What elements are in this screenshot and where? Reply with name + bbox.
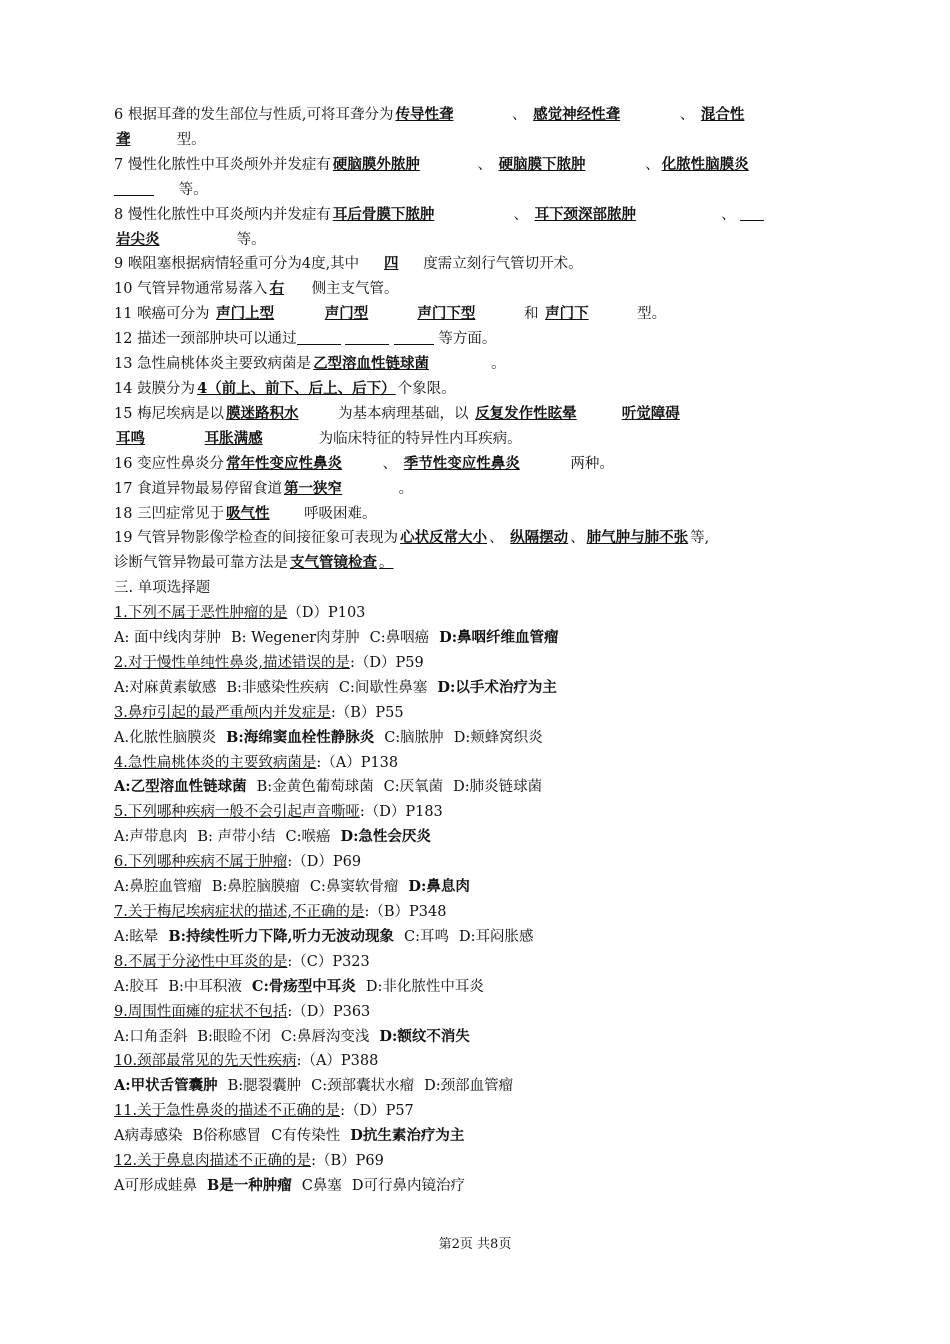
mcq-question — [114, 1049, 840, 1074]
mcq-answer-ref: :（D）P69 — [287, 854, 362, 871]
mcq-question — [114, 751, 840, 776]
question-text: 侧主支气管。 — [311, 281, 399, 298]
mcq-option: C:鼻窦软骨瘤 — [309, 879, 399, 896]
mcq-option: A:声带息肉 — [114, 829, 188, 846]
fill-in-question-6: 6 根据耳聋的发生部位与性质,可将耳聋分为 传导性聋 、 感觉神经性聋 、 混合性 — [114, 103, 840, 128]
blank-line — [297, 330, 341, 345]
question-text: 呼吸困难。 — [304, 505, 377, 522]
question-text: 根据耳聋的发生部位与性质,可将耳聋分为 — [127, 107, 394, 123]
mcq-option: B俗称感冒 — [192, 1128, 262, 1145]
mcq-answer-ref: :（B）P55 — [330, 704, 404, 721]
mcq-options — [114, 676, 840, 701]
section-heading: 三. 单项选择题 — [114, 580, 211, 597]
answer-blank: 支气管镜检查 — [290, 554, 377, 572]
question-number: 8 — [114, 206, 124, 223]
answer-blank: 耳鸣 — [116, 429, 145, 447]
mcq-option: C:颈部囊状水瘤 — [311, 1078, 415, 1095]
mcq-option: C鼻塞 — [301, 1177, 342, 1194]
answer-blank: 硬脑膜外脓肿 — [332, 155, 420, 173]
mcq-question-text: 6.下列哪种疾病不属于肿瘤 — [114, 854, 288, 871]
fill-in-question-6-cont — [114, 128, 840, 153]
mcq-answer-ref: :（C）P323 — [287, 953, 370, 970]
question-number: 7 — [114, 156, 124, 173]
mcq-option: C:厌氧菌 — [383, 779, 444, 796]
answer-blank: 膜迷路积水 — [226, 404, 299, 422]
answer-blank: 硬脑膜下脓肿 — [498, 155, 586, 173]
question-text: 等。 — [178, 181, 208, 198]
mcq-option-correct: D:急性会厌炎 — [340, 828, 431, 846]
answer-blank: 肺气肿与肺不张 — [586, 529, 689, 547]
fill-in-question-18 — [114, 502, 840, 527]
question-number: 18 — [114, 505, 133, 522]
question-text: 喉癌可分为 — [137, 306, 210, 323]
question-number: 12 — [114, 331, 133, 348]
mcq-option-correct: D抗生素治疗为主 — [350, 1127, 465, 1145]
blank-line — [394, 330, 434, 345]
blank-line — [345, 330, 389, 345]
question-text: 型。 — [176, 131, 206, 148]
answer-blank: 四 — [383, 255, 399, 273]
mcq-question — [114, 800, 840, 825]
mcq-option-correct: B:持续性听力下降,听力无波动现象 — [168, 927, 395, 945]
answer-blank: 反复发作性眩晕 — [475, 404, 577, 422]
mcq-question-text: 7.关于梅尼埃病症状的描述,不正确的是 — [114, 904, 365, 920]
fill-in-question-15 — [114, 402, 840, 427]
mcq-option: A可形成蛙鼻 — [114, 1177, 197, 1194]
mcq-options — [114, 1174, 840, 1199]
mcq-option: B:非感染性疾病 — [226, 679, 329, 696]
mcq-options — [114, 1074, 840, 1099]
mcq-options — [114, 775, 840, 800]
answer-blank: 乙型溶血性链球菌 — [313, 355, 430, 373]
mcq-option: D:非化脓性中耳炎 — [365, 978, 484, 995]
question-number: 13 — [114, 356, 133, 373]
question-text: 度需立刻行气管切开术。 — [423, 256, 583, 273]
mcq-question — [114, 1099, 840, 1124]
mcq-options — [114, 825, 840, 850]
answer-blank: 纵隔摆动 — [510, 529, 569, 547]
fill-in-question-14 — [114, 377, 840, 402]
mcq-option: C:脑脓肿 — [384, 729, 444, 746]
mcq-question-text: 8.不属于分泌性中耳炎的是 — [114, 953, 288, 970]
mcq-question — [114, 1000, 840, 1025]
mcq-options — [114, 925, 840, 950]
mcq-option: A病毒感染 — [114, 1128, 183, 1145]
question-number: 17 — [114, 480, 133, 497]
question-number: 6 — [114, 107, 124, 123]
mcq-option: C:鼻咽癌 — [369, 630, 430, 647]
question-text: 鼓膜分为 — [137, 380, 196, 397]
mcq-list — [114, 601, 840, 1199]
mcq-option: D可行鼻内镜治疗 — [351, 1177, 465, 1194]
answer-blank: 4（前上、前下、后上、后下） — [197, 379, 396, 397]
question-text: 和 — [524, 306, 539, 323]
mcq-question — [114, 601, 840, 626]
question-text: 等, — [690, 530, 710, 547]
question-number: 19 — [114, 530, 133, 547]
question-text: 食道异物最易停留食道 — [137, 480, 283, 497]
mcq-options — [114, 626, 840, 651]
mcq-option: C:喉癌 — [285, 829, 331, 846]
mcq-option: B:中耳积液 — [168, 978, 242, 995]
fill-in-question-7-cont — [114, 178, 840, 203]
question-text: 为临床特征的特异性内耳疾病。 — [318, 430, 522, 447]
blank-line — [740, 206, 764, 221]
answer-blank: 声门型 — [324, 305, 369, 323]
question-number: 16 — [114, 455, 133, 472]
answer-blank: 混合性 — [700, 106, 745, 123]
question-text: 。 — [379, 555, 394, 572]
mcq-option: A:眩晕 — [114, 928, 159, 945]
mcq-answer-ref: :（B）P348 — [364, 904, 447, 920]
mcq-option-correct: D:额纹不消失 — [379, 1027, 470, 1045]
question-text: 两种。 — [570, 455, 614, 472]
fill-in-question-9 — [114, 252, 840, 277]
question-number: 14 — [114, 380, 133, 397]
mcq-option-correct: B是一种肿瘤 — [206, 1176, 292, 1194]
question-text: 个象限。 — [397, 380, 456, 397]
answer-blank: 声门下型 — [417, 305, 476, 323]
question-text: 诊断气管异物最可靠方法是 — [114, 555, 288, 572]
question-text: 变应性鼻炎分 — [137, 455, 225, 472]
question-text: 喉阻塞根据病情轻重可分为4度,其中 — [127, 256, 360, 273]
answer-blank: 感觉神经性聋 — [533, 106, 621, 123]
fill-in-question-10 — [114, 277, 840, 302]
mcq-question — [114, 850, 840, 875]
question-text: 急性扁桃体炎主要致病菌是 — [137, 356, 312, 373]
mcq-option: A:口角歪斜 — [114, 1028, 188, 1045]
fill-in-question-19: 19 气管异物影像学检查的间接征象可表现为 心状反常大小 、 纵隔摆动 、 肺气肿与肺不张 等, — [114, 526, 840, 551]
fill-in-question-12 — [114, 327, 840, 352]
mcq-answer-ref: :（D）P57 — [340, 1103, 414, 1120]
question-text: 慢性化脓性中耳炎颅内并发症有 — [127, 206, 331, 223]
answer-blank: 耳后骨膜下脓肿 — [332, 205, 435, 223]
mcq-options — [114, 875, 840, 900]
fill-in-question-7: 7 慢性化脓性中耳炎颅外并发症有 硬脑膜外脓肿 、 硬脑膜下脓肿 、 化脓性脑膜炎 — [114, 153, 840, 178]
answer-blank: 岩尖炎 — [116, 230, 160, 248]
mcq-option-correct: D:鼻息肉 — [408, 878, 470, 896]
question-text: 气管异物影像学检查的间接征象可表现为 — [137, 530, 399, 547]
mcq-options — [114, 1124, 840, 1149]
mcq-question-text: 5.下列哪种疾病一般不会引起声音嘶哑 — [114, 804, 360, 821]
mcq-option: B:金黄色葡萄球菌 — [256, 779, 374, 796]
question-text: 。 — [398, 480, 414, 497]
mcq-option-correct: A:乙型溶血性链球菌 — [114, 778, 247, 796]
mcq-question — [114, 1149, 840, 1174]
answer-blank: 季节性变应性鼻炎 — [403, 454, 520, 472]
mcq-question-text: 1.下列不属于恶性肿瘤的是 — [114, 605, 288, 622]
question-text: 等。 — [236, 231, 266, 248]
mcq-option: B:鼻腔脑膜瘤 — [211, 879, 300, 896]
page-footer: 第2页 共8页 — [438, 1237, 512, 1252]
mcq-option: D:颊蜂窝织炎 — [453, 729, 543, 746]
mcq-answer-ref: :（D）P183 — [359, 804, 443, 821]
mcq-option: B: 声带小结 — [197, 829, 276, 846]
mcq-question-text: 4.急性扁桃体炎的主要致病菌是 — [114, 754, 317, 771]
mcq-answer-ref: （D）P103 — [287, 605, 366, 622]
mcq-answer-ref: :（D）P363 — [287, 1003, 371, 1020]
mcq-answer-ref: :（B）P69 — [311, 1153, 384, 1170]
mcq-question — [114, 900, 840, 925]
answer-blank: 吸气性 — [226, 504, 270, 522]
mcq-option: A:胶耳 — [114, 978, 159, 995]
question-number: 11 — [114, 306, 133, 323]
mcq-option-correct: D:鼻咽纤维血管瘤 — [439, 629, 559, 647]
mcq-option: A.化脓性脑膜炎 — [114, 729, 217, 746]
mcq-option-correct: C:骨疡型中耳炎 — [251, 977, 356, 995]
mcq-option: A:鼻腔血管瘤 — [114, 879, 202, 896]
mcq-option: B:眼睑不闭 — [197, 1028, 271, 1045]
mcq-question-text: 3.鼻疖引起的最严重颅内并发症是 — [114, 704, 331, 721]
mcq-answer-ref: :（A）P138 — [316, 754, 399, 771]
question-text: 气管异物通常易落入 — [137, 281, 268, 298]
mcq-question-text: 10.颈部最常见的先天性疾病 — [114, 1053, 297, 1070]
mcq-option: C:间歇性鼻塞 — [338, 679, 428, 696]
mcq-question-text: 9.周围性面瘫的症状不包括 — [114, 1003, 288, 1020]
fill-in-question-8-cont — [114, 228, 840, 253]
mcq-options — [114, 1025, 840, 1050]
mcq-option: A:对麻黄素敏感 — [114, 679, 217, 696]
question-number: 10 — [114, 281, 133, 298]
mcq-option: B:腮裂囊肿 — [227, 1078, 302, 1095]
question-text: 等方面。 — [438, 331, 497, 348]
question-number: 15 — [114, 405, 133, 422]
question-text: 慢性化脓性中耳炎颅外并发症有 — [127, 156, 331, 173]
mcq-option-correct: A:甲状舌管囊肿 — [114, 1077, 218, 1095]
answer-blank: 声门上型 — [216, 305, 275, 323]
mcq-option-correct: B:海绵窦血栓性静脉炎 — [226, 728, 375, 746]
fill-in-question-19-cont — [114, 551, 840, 576]
question-text: 梅尼埃病是以 — [137, 405, 225, 422]
answer-blank: 右 — [269, 280, 285, 298]
fill-in-question-16: 16 变应性鼻炎分 常年性变应性鼻炎 、 季节性变应性鼻炎 两种。 — [114, 452, 840, 477]
question-number: 9 — [114, 256, 124, 273]
blank-line — [114, 181, 154, 196]
answer-blank: 听觉障碍 — [621, 404, 680, 422]
question-text: 。 — [491, 356, 506, 373]
question-text: 型。 — [637, 306, 667, 323]
fill-in-question-15-cont — [114, 427, 840, 452]
mcq-option: B: Wegener肉芽肿 — [230, 630, 360, 647]
answer-blank: 常年性变应性鼻炎 — [226, 454, 343, 472]
mcq-option-correct: D:以手术治疗为主 — [437, 678, 557, 696]
mcq-question — [114, 950, 840, 975]
mcq-options — [114, 975, 840, 1000]
mcq-question-text: 11.关于急性鼻炎的描述不正确的是 — [114, 1103, 341, 1120]
answer-blank: 耳下颈深部脓肿 — [534, 205, 637, 223]
answer-blank: 声门下 — [545, 305, 589, 323]
mcq-option: A: 面中线肉芽肿 — [114, 630, 221, 647]
mcq-option: D:肺炎链球菌 — [453, 779, 543, 796]
answer-blank: 聋 — [116, 130, 131, 148]
answer-blank: 耳胀满感 — [204, 429, 263, 447]
mcq-question — [114, 651, 840, 676]
mcq-answer-ref: :（D）P59 — [349, 654, 424, 671]
fill-in-question-13 — [114, 352, 840, 377]
mcq-question-text: 2.对于慢性单纯性鼻炎,描述错误的是 — [114, 654, 350, 671]
answer-blank: 传导性聋 — [395, 106, 454, 123]
page-content — [114, 103, 840, 1199]
mcq-question-text: 12.关于鼻息肉描述不正确的是 — [114, 1153, 312, 1170]
mcq-option: C有传染性 — [271, 1128, 341, 1145]
mcq-option: D:颈部血管瘤 — [424, 1078, 514, 1095]
mcq-options — [114, 726, 840, 751]
mcq-option: C:鼻唇沟变浅 — [280, 1028, 370, 1045]
fill-in-question-11 — [114, 302, 840, 327]
answer-blank: 心状反常大小 — [400, 529, 488, 547]
question-text: 三凹症常见于 — [137, 505, 225, 522]
mcq-option: D:耳闷胀感 — [459, 928, 534, 945]
mcq-option: C:耳鸣 — [404, 928, 449, 945]
question-text: 为基本病理基础，以 — [338, 405, 469, 422]
question-text: 描述一颈部肿块可以通过 — [137, 331, 297, 348]
answer-blank: 第一狭窄 — [284, 479, 343, 497]
fill-in-question-8: 8 慢性化脓性中耳炎颅内并发症有 耳后骨膜下脓肿 、 耳下颈深部脓肿 、 — [114, 203, 840, 228]
mcq-question — [114, 701, 840, 726]
answer-blank: 化脓性脑膜炎 — [661, 155, 749, 173]
mcq-answer-ref: :（A）P388 — [296, 1053, 379, 1070]
fill-in-question-17 — [114, 477, 840, 502]
